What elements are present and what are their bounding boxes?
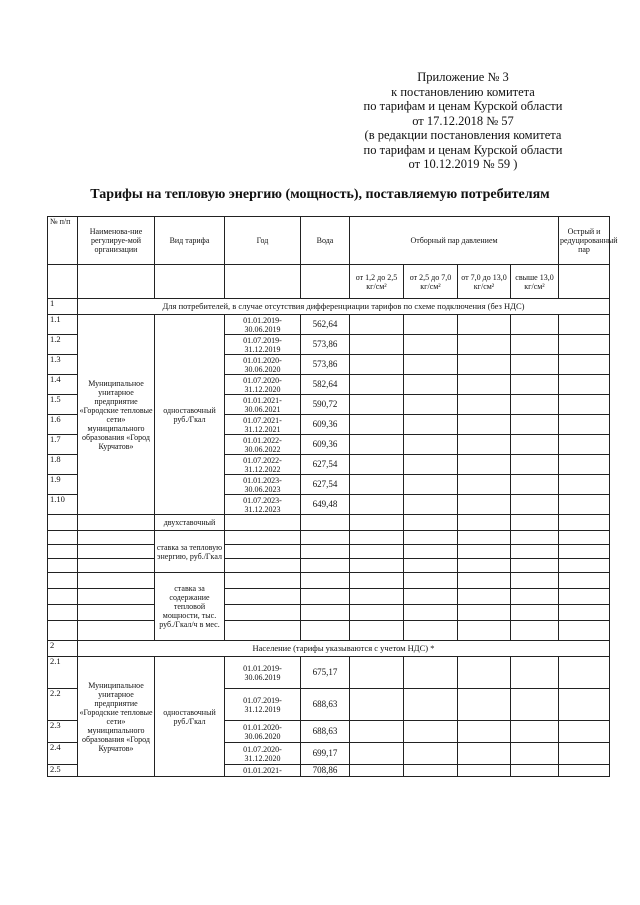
period-cell: 01.07.2020-31.12.2020 <box>225 743 301 765</box>
empty-cell <box>404 395 458 415</box>
period-cell: 01.07.2023-31.12.2023 <box>225 495 301 515</box>
empty-cell <box>511 435 559 455</box>
empty-cell <box>511 689 559 721</box>
empty-cell <box>404 375 458 395</box>
empty-cell <box>559 415 610 435</box>
empty-cell <box>404 589 458 605</box>
empty-cell <box>404 573 458 589</box>
empty-cell <box>559 335 610 355</box>
empty-cell <box>511 657 559 689</box>
empty-cell <box>350 621 404 641</box>
empty-cell <box>404 689 458 721</box>
tariff-kind-cell: одноставочный руб./Гкал <box>155 657 225 777</box>
empty-cell <box>458 573 511 589</box>
empty-cell <box>404 621 458 641</box>
period-cell: 01.07.2019-31.12.2019 <box>225 335 301 355</box>
empty-cell <box>458 495 511 515</box>
empty-cell <box>559 515 610 531</box>
header-line: по тарифам и ценам Курской области <box>363 99 563 113</box>
empty-cell <box>511 375 559 395</box>
header-pressure-4: свыше 13,0 кг/см² <box>511 265 559 299</box>
empty-cell <box>458 355 511 375</box>
row-num: 2.5 <box>48 765 78 777</box>
empty-cell <box>458 721 511 743</box>
empty-cell <box>225 545 301 559</box>
empty-cell <box>48 559 78 573</box>
row-num: 1.2 <box>48 335 78 355</box>
section-1-title: Для потребителей, в случае отсутствия дифференциации тарифов по схеме подключения (без НДС) <box>78 299 610 315</box>
empty-cell <box>350 721 404 743</box>
section-1-num: 1 <box>48 299 78 315</box>
period-cell: 01.01.2020-30.06.2020 <box>225 721 301 743</box>
empty-cell <box>559 657 610 689</box>
tariff-kind-power-rate: ставка за содержание тепловой мощности, тыс. руб./Гкал/ч в мес. <box>155 573 225 641</box>
empty-cell <box>350 689 404 721</box>
appendix-header <box>348 70 578 172</box>
empty-cell <box>404 743 458 765</box>
empty-cell <box>458 415 511 435</box>
empty-cell <box>511 765 559 777</box>
empty-cell <box>511 355 559 375</box>
empty-cell <box>48 621 78 641</box>
empty-cell <box>404 531 458 545</box>
header-line: Приложение № 3 <box>417 70 509 84</box>
header-empty-cell <box>78 265 155 299</box>
empty-cell <box>350 415 404 435</box>
water-value: 649,48 <box>301 495 350 515</box>
empty-cell <box>225 621 301 641</box>
empty-cell <box>350 559 404 573</box>
empty-cell <box>511 743 559 765</box>
empty-cell <box>350 765 404 777</box>
empty-cell <box>458 395 511 415</box>
empty-cell <box>225 573 301 589</box>
empty-cell <box>511 621 559 641</box>
empty-cell <box>350 355 404 375</box>
empty-cell <box>458 589 511 605</box>
water-value: 573,86 <box>301 355 350 375</box>
empty-cell <box>350 375 404 395</box>
empty-cell <box>301 545 350 559</box>
empty-cell <box>225 605 301 621</box>
empty-cell <box>511 531 559 545</box>
empty-cell <box>404 435 458 455</box>
empty-cell <box>511 495 559 515</box>
header-water: Вода <box>301 217 350 265</box>
empty-cell <box>350 455 404 475</box>
row-num: 1.6 <box>48 415 78 435</box>
empty-cell <box>78 545 155 559</box>
empty-cell <box>559 689 610 721</box>
empty-cell <box>511 589 559 605</box>
empty-cell <box>350 335 404 355</box>
empty-cell <box>301 621 350 641</box>
header-empty-cell <box>155 265 225 299</box>
water-value: 699,17 <box>301 743 350 765</box>
header-year: Год <box>225 217 301 265</box>
org-name-cell: Муниципальное унитарное предприятие «Городские тепловые сети» муниципального образования «Город Курчатов» <box>78 315 155 515</box>
empty-cell <box>225 559 301 573</box>
empty-cell <box>511 573 559 589</box>
empty-cell <box>78 531 155 545</box>
empty-cell <box>511 335 559 355</box>
row-num: 1.7 <box>48 435 78 455</box>
empty-cell <box>559 355 610 375</box>
empty-cell <box>559 531 610 545</box>
header-sharp-steam: Острый и редуцированный пар <box>559 217 610 265</box>
tariff-kind-two-part: двухставочный <box>155 515 225 531</box>
empty-cell <box>458 743 511 765</box>
empty-cell <box>458 475 511 495</box>
empty-cell <box>559 765 610 777</box>
row-num: 2.2 <box>48 689 78 721</box>
water-value: 688,63 <box>301 689 350 721</box>
header-org: Наименова-ние регулируе-мой организации <box>78 217 155 265</box>
row-num: 2.3 <box>48 721 78 743</box>
empty-cell <box>511 515 559 531</box>
empty-cell <box>350 605 404 621</box>
tariff-kind-energy-rate: ставка за тепловую энергию, руб./Гкал <box>155 531 225 573</box>
empty-cell <box>301 531 350 545</box>
header-line: (в редакции постановления комитета <box>364 128 562 142</box>
empty-cell <box>350 475 404 495</box>
empty-cell <box>404 605 458 621</box>
empty-cell <box>559 721 610 743</box>
period-cell: 01.07.2019-31.12.2019 <box>225 689 301 721</box>
empty-cell <box>458 657 511 689</box>
empty-cell <box>511 475 559 495</box>
header-pressure-1: от 1,2 до 2,5 кг/см² <box>350 265 404 299</box>
empty-cell <box>458 765 511 777</box>
water-value: 562,64 <box>301 315 350 335</box>
empty-cell <box>48 531 78 545</box>
empty-cell <box>404 335 458 355</box>
header-pressure-3: от 7,0 до 13,0 кг/см² <box>458 265 511 299</box>
section-2-title: Население (тарифы указываются с учетом НДС) * <box>78 641 610 657</box>
empty-cell <box>404 495 458 515</box>
empty-cell <box>350 545 404 559</box>
empty-cell <box>458 335 511 355</box>
empty-cell <box>404 415 458 435</box>
empty-cell <box>404 765 458 777</box>
empty-cell <box>350 395 404 415</box>
document-title: Тарифы на тепловую энергию (мощность), поставляемую потребителям <box>90 187 550 202</box>
empty-cell <box>350 531 404 545</box>
water-value: 627,54 <box>301 475 350 495</box>
empty-cell <box>458 559 511 573</box>
org-name-cell: Муниципальное унитарное предприятие «Городские тепловые сети» муниципального образования «Город Курчатов» <box>78 657 155 777</box>
empty-cell <box>225 515 301 531</box>
empty-cell <box>458 605 511 621</box>
empty-cell <box>559 375 610 395</box>
empty-cell <box>511 605 559 621</box>
header-line: по тарифам и ценам Курской области <box>363 142 563 157</box>
empty-cell <box>559 621 610 641</box>
header-empty-cell <box>301 265 350 299</box>
empty-cell <box>511 559 559 573</box>
empty-cell <box>48 605 78 621</box>
header-steam: Отборный пар давлением <box>350 217 559 265</box>
empty-cell <box>511 415 559 435</box>
empty-cell <box>78 559 155 573</box>
empty-cell <box>48 573 78 589</box>
empty-cell <box>404 545 458 559</box>
row-num: 1.4 <box>48 375 78 395</box>
water-value: 627,54 <box>301 455 350 475</box>
period-cell: 01.07.2020-31.12.2020 <box>225 375 301 395</box>
empty-cell <box>78 589 155 605</box>
empty-cell <box>78 605 155 621</box>
empty-cell <box>404 455 458 475</box>
empty-cell <box>48 545 78 559</box>
empty-cell <box>301 573 350 589</box>
empty-cell <box>350 515 404 531</box>
empty-cell <box>301 559 350 573</box>
empty-cell <box>559 605 610 621</box>
row-num: 1.8 <box>48 455 78 475</box>
empty-cell <box>48 589 78 605</box>
period-cell: 01.07.2021-31.12.2021 <box>225 415 301 435</box>
empty-cell <box>458 315 511 335</box>
tariff-table <box>47 216 618 777</box>
empty-cell <box>350 573 404 589</box>
empty-cell <box>511 545 559 559</box>
empty-cell <box>511 395 559 415</box>
empty-cell <box>404 559 458 573</box>
empty-cell <box>458 435 511 455</box>
empty-cell <box>404 657 458 689</box>
section-2-num: 2 <box>48 641 78 657</box>
empty-cell <box>350 495 404 515</box>
row-num: 1.3 <box>48 355 78 375</box>
empty-cell <box>559 545 610 559</box>
empty-cell <box>225 589 301 605</box>
water-value: 582,64 <box>301 375 350 395</box>
empty-cell <box>458 689 511 721</box>
header-empty-cell <box>48 265 78 299</box>
empty-cell <box>301 605 350 621</box>
header-line: от 17.12.2018 № 57 <box>412 113 514 128</box>
empty-cell <box>301 515 350 531</box>
row-num: 2.1 <box>48 657 78 689</box>
period-cell: 01.01.2019-30.06.2019 <box>225 657 301 689</box>
period-cell: 01.01.2023-30.06.2023 <box>225 475 301 495</box>
header-kind: Вид тарифа <box>155 217 225 265</box>
empty-cell <box>559 475 610 495</box>
header-empty-cell <box>559 265 610 299</box>
water-value: 590,72 <box>301 395 350 415</box>
empty-cell <box>559 559 610 573</box>
water-value: 688,63 <box>301 721 350 743</box>
header-pressure-2: от 2,5 до 7,0 кг/см² <box>404 265 458 299</box>
period-cell: 01.01.2019-30.06.2019 <box>225 315 301 335</box>
empty-cell <box>458 515 511 531</box>
empty-cell <box>559 435 610 455</box>
empty-cell <box>458 621 511 641</box>
header-line: к постановлению комитета <box>391 84 535 99</box>
period-cell: 01.01.2020-30.06.2020 <box>225 355 301 375</box>
empty-cell <box>78 621 155 641</box>
empty-cell <box>559 455 610 475</box>
empty-cell <box>350 657 404 689</box>
row-num: 1.5 <box>48 395 78 415</box>
empty-cell <box>48 515 78 531</box>
row-num: 1.9 <box>48 475 78 495</box>
period-cell: 01.01.2022-30.06.2022 <box>225 435 301 455</box>
table-row <box>48 657 610 689</box>
empty-cell <box>458 531 511 545</box>
header-num: № п/п <box>48 217 78 265</box>
period-cell: 01.07.2022-31.12.2022 <box>225 455 301 475</box>
table-row <box>48 315 610 335</box>
empty-cell <box>350 743 404 765</box>
water-value: 573,86 <box>301 335 350 355</box>
water-value: 708,86 <box>301 765 350 777</box>
period-cell: 01.01.2021-30.06.2021 <box>225 395 301 415</box>
empty-cell <box>404 721 458 743</box>
header-line: от 10.12.2019 № 59 ) <box>408 157 518 171</box>
water-value: 609,36 <box>301 435 350 455</box>
tariff-kind-cell: одноставочный руб./Гкал <box>155 315 225 515</box>
water-value: 675,17 <box>301 657 350 689</box>
period-cell: 01.01.2021- <box>225 765 301 777</box>
empty-cell <box>559 589 610 605</box>
empty-cell <box>559 495 610 515</box>
empty-cell <box>301 589 350 605</box>
empty-cell <box>559 395 610 415</box>
empty-cell <box>404 355 458 375</box>
empty-cell <box>511 721 559 743</box>
empty-cell <box>458 375 511 395</box>
empty-cell <box>225 531 301 545</box>
empty-cell <box>458 545 511 559</box>
row-num: 1.10 <box>48 495 78 515</box>
empty-cell <box>559 743 610 765</box>
header-empty-cell <box>225 265 301 299</box>
empty-cell <box>404 475 458 495</box>
empty-cell <box>458 455 511 475</box>
empty-cell <box>350 315 404 335</box>
empty-cell <box>404 315 458 335</box>
empty-cell <box>78 573 155 589</box>
empty-cell <box>511 455 559 475</box>
empty-cell <box>559 315 610 335</box>
empty-cell <box>559 573 610 589</box>
empty-cell <box>404 515 458 531</box>
row-num: 1.1 <box>48 315 78 335</box>
empty-cell <box>511 315 559 335</box>
row-num: 2.4 <box>48 743 78 765</box>
water-value: 609,36 <box>301 415 350 435</box>
empty-cell <box>350 435 404 455</box>
empty-cell <box>350 589 404 605</box>
empty-cell <box>78 515 155 531</box>
